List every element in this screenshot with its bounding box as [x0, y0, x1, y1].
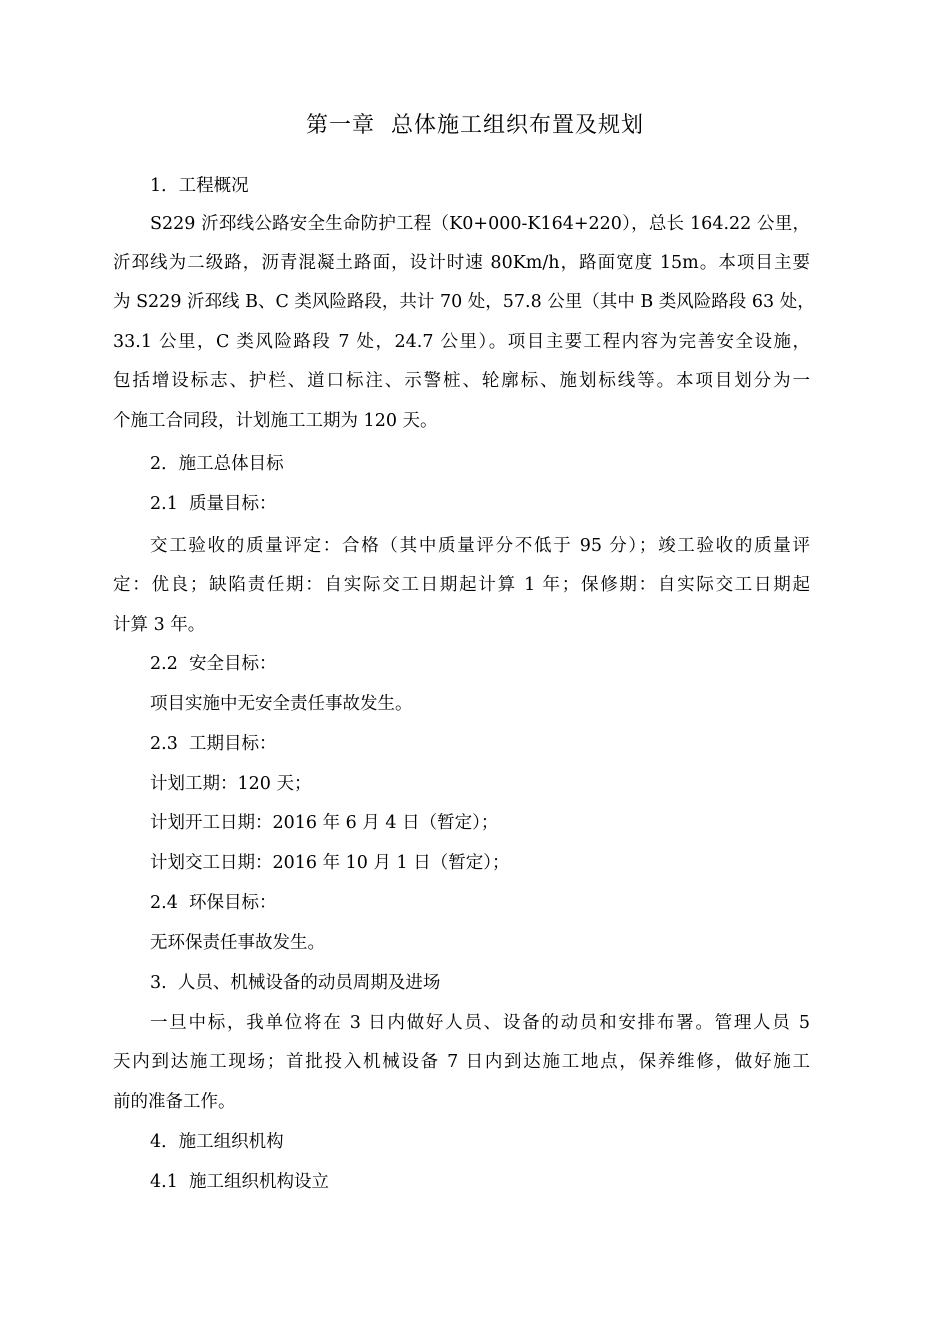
quality-heading: 2.1 质量目标：	[150, 494, 277, 514]
paragraph-line: 定：优良；缺陷责任期：自实际交工日期起计算 1 年；保修期：自实际交工日期起	[113, 575, 810, 595]
environment-heading: 2.4 环保目标：	[150, 893, 277, 913]
section-3-heading: 3. 人员、机械设备的动员周期及进场	[150, 973, 441, 993]
paragraph-line: 沂邳线为二级路，沥青混凝土路面，设计时速 80Km/h，路面宽度 15m。本项目主要	[113, 253, 810, 273]
paragraph-line: 无环保责任事故发生。	[150, 933, 325, 953]
chapter-title: 第一章 总体施工组织布置及规划	[306, 113, 644, 138]
section-1-heading: 1．工程概况	[150, 176, 249, 196]
paragraph-line: 一旦中标，我单位将在 3 日内做好人员、设备的动员和安排布署。管理人员 5	[150, 1013, 810, 1033]
paragraph-line: 计算 3 年。	[113, 615, 206, 635]
paragraph-line: 交工验收的质量评定：合格（其中质量评分不低于 95 分）；竣工验收的质量评	[150, 536, 810, 556]
paragraph-line: 33.1 公里，C 类风险路段 7 处，24.7 公里）。项目主要工程内容为完善安全设施，	[113, 332, 810, 352]
schedule-heading: 2.3 工期目标：	[150, 734, 277, 754]
paragraph-line: 为 S229 沂邳线 B、C 类风险路段，共计 70 处，57.8 公里（其中 B 类风险路段 63 处，	[113, 292, 815, 312]
schedule-line: 计划开工日期：2016 年 6 月 4 日（暂定）；	[150, 813, 499, 833]
section-4-heading: 4．施工组织机构	[150, 1132, 284, 1152]
schedule-line: 计划交工日期：2016 年 10 月 1 日（暂定）；	[150, 853, 510, 873]
paragraph-line: S229 沂邳线公路安全生命防护工程（K0+000-K164+220），总长 164.22 公里，	[150, 214, 810, 234]
paragraph-line: 个施工合同段，计划施工工期为 120 天。	[113, 411, 438, 431]
paragraph-line: 包括增设标志、护栏、道口标注、示警桩、轮廓标、施划标线等。本项目划分为一	[113, 371, 810, 391]
section-4-1-heading: 4.1 施工组织机构设立	[150, 1172, 329, 1192]
paragraph-line: 项目实施中无安全责任事故发生。	[150, 694, 413, 714]
paragraph-line: 前的准备工作。	[113, 1092, 236, 1112]
schedule-line: 计划工期：120 天；	[150, 774, 312, 794]
paragraph-line: 天内到达施工现场；首批投入机械设备 7 日内到达施工地点，保养维修，做好施工	[113, 1052, 810, 1072]
safety-heading: 2.2 安全目标：	[150, 654, 277, 674]
section-2-heading: 2．施工总体目标	[150, 454, 284, 474]
